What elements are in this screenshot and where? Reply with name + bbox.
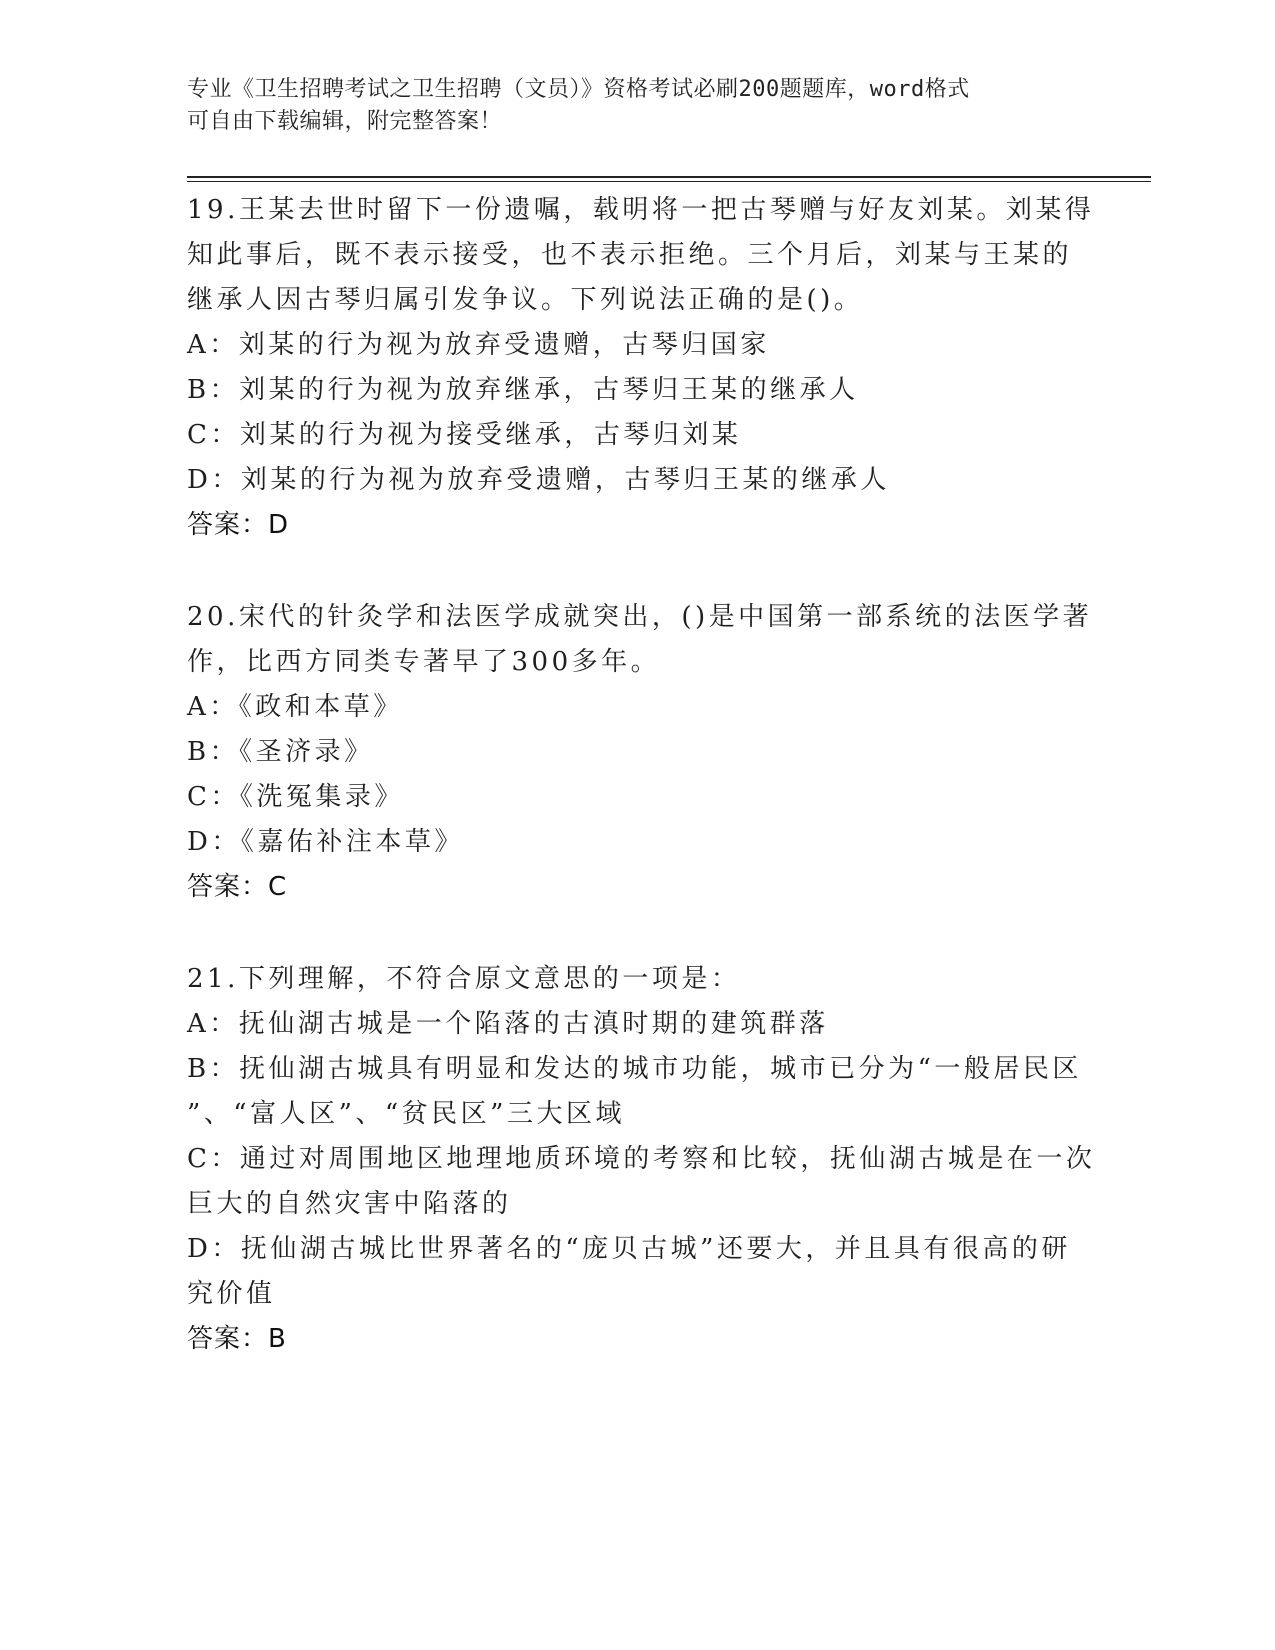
header-divider [187,176,1151,178]
question-19 [187,188,1095,548]
option-a: A：刘某的行为视为放弃受遗赠，古琴归国家 [187,330,770,360]
question-stem-line: 作，比西方同类专著早了300多年。 [187,647,661,677]
question-20 [187,595,1093,910]
answer-label: 答案：C [187,872,288,902]
option-c: C：刘某的行为视为接受继承，古琴归刘某 [187,420,742,450]
question-stem-line: 20.宋代的针灸学和法医学成就突出，()是中国第一部系统的法医学著 [187,602,1093,632]
option-d: D：《嘉佑补注本草》 [187,827,464,857]
question-list [187,188,1096,1362]
question-spacer [187,548,1087,595]
question-spacer [187,910,1087,957]
option-b: B：《圣济录》 [187,737,374,767]
option-d: D：刘某的行为视为放弃受遗赠，古琴归王某的继承人 [187,465,890,495]
option-c-continued: 巨大的自然灾害中陷落的 [187,1189,512,1219]
answer-label: 答案：B [187,1324,287,1354]
option-d: D：抚仙湖古城比世界著名的“庞贝古城”还要大，并且具有很高的研 [187,1234,1071,1264]
option-c: C：通过对周围地区地理地质环境的考察和比较，抚仙湖古城是在一次 [187,1144,1096,1174]
option-c: C：《洗冤集录》 [187,782,404,812]
question-stem-line: 继承人因古琴归属引发争议。下列说法正确的是()。 [187,285,864,315]
option-b: B：抚仙湖古城具有明显和发达的城市功能，城市已分为“一般居民区 [187,1054,1082,1084]
header-line: 专业《卫生招聘考试之卫生招聘（文员）》资格考试必刷200题题库，word格式 [187,77,970,102]
option-a: A：《政和本草》 [187,692,403,722]
question-stem-line: 21.下列理解，不符合原文意思的一项是： [187,964,741,994]
option-b-continued: ”、“富人区”、“贫民区”三大区域 [187,1099,625,1129]
document-header [187,74,1067,138]
question-stem-line: 知此事后，既不表示接受，也不表示拒绝。三个月后，刘某与王某的 [187,240,1073,270]
question-21 [187,957,1096,1362]
option-a: A：抚仙湖古城是一个陷落的古滇时期的建筑群落 [187,1009,829,1039]
header-line: 可自由下载编辑，附完整答案！ [187,109,503,134]
option-d-continued: 究价值 [187,1279,276,1309]
header-divider-thin [187,181,1151,182]
answer-label: 答案：D [187,510,290,540]
option-b: B：刘某的行为视为放弃继承，古琴归王某的继承人 [187,375,859,405]
question-stem-line: 19.王某去世时留下一份遗嘱，载明将一把古琴赠与好友刘某。刘某得 [187,195,1095,225]
